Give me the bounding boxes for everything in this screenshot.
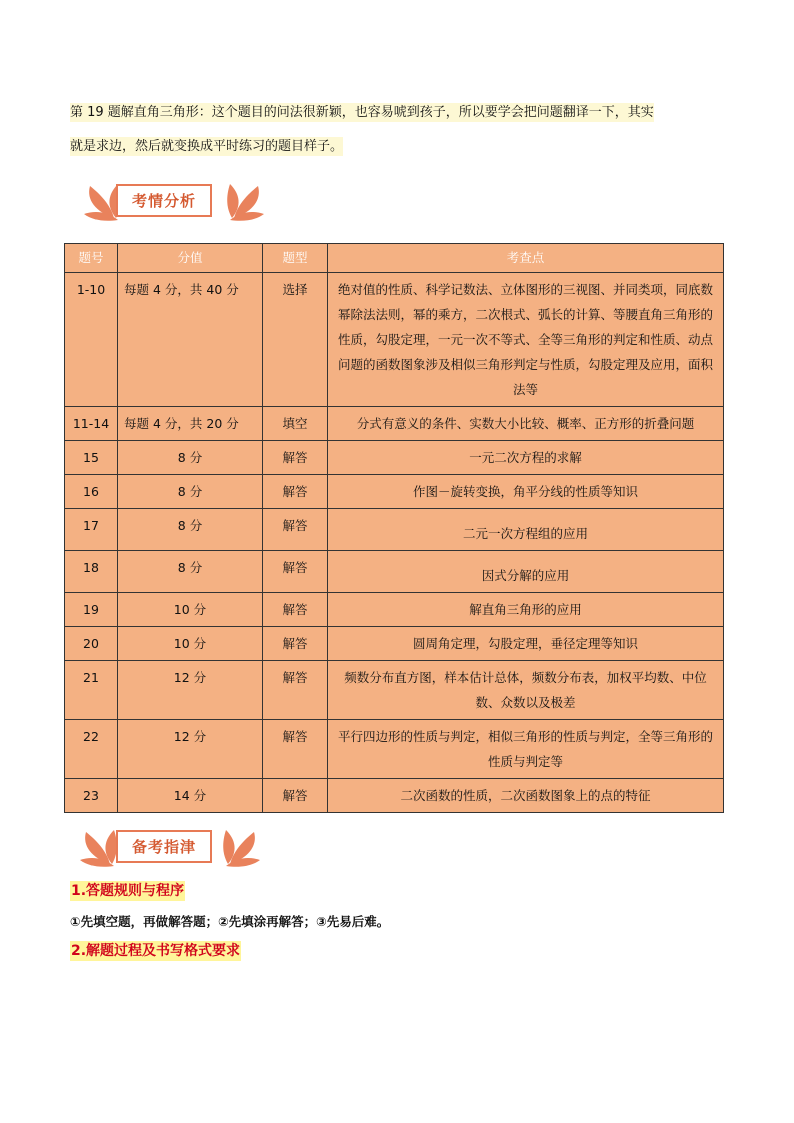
cell-score: 14 分: [118, 779, 263, 813]
cell-points: 平行四边形的性质与判定，相似三角形的性质与判定，全等三角形的性质与判定等: [328, 720, 724, 779]
cell-points: 二元一次方程组的应用: [328, 509, 724, 551]
heading-format: [70, 940, 241, 960]
cell-type: 解答: [263, 720, 328, 779]
cell-num: 11-14: [65, 407, 118, 441]
cell-score: 每题 4 分，共 20 分: [118, 407, 263, 441]
heading-rules: [70, 880, 185, 900]
cell-points: 绝对值的性质、科学记数法、立体图形的三视图、并同类项，同底数幂除法法则，幂的乘方，二次根式、弧长的计算、等腰直角三角形的性质，勾股定理，一元一次不等式、全等三角形的判定和性质、动点问题的函数图象涉及相似三角形判定与性质，勾股定理及应用，面积法等: [328, 273, 724, 407]
table-row: [65, 779, 724, 813]
cell-score: 8 分: [118, 509, 263, 551]
section-badge-analysis: [84, 180, 264, 220]
cell-type: 填空: [263, 407, 328, 441]
cell-type: 解答: [263, 441, 328, 475]
header-type: 题型: [263, 244, 328, 273]
cell-type: 解答: [263, 593, 328, 627]
exam-analysis-table: [64, 243, 724, 813]
table-header-row: [65, 244, 724, 273]
intro-paragraph: [70, 96, 730, 164]
cell-score: 8 分: [118, 441, 263, 475]
cell-num: 21: [65, 661, 118, 720]
table-row: [65, 273, 724, 407]
cell-points: 分式有意义的条件、实数大小比较、概率、正方形的折叠问题: [328, 407, 724, 441]
cell-num: 22: [65, 720, 118, 779]
cell-type: 解答: [263, 509, 328, 551]
cell-points: 作图－旋转变换，角平分线的性质等知识: [328, 475, 724, 509]
table-row: [65, 661, 724, 720]
table-row: [65, 441, 724, 475]
header-score: 分值: [118, 244, 263, 273]
rules-text: ①先填空题，再做解答题；②先填涂再解答；③先易后难。: [70, 914, 390, 929]
intro-line-1: 第 19 题解直角三角形：这个题目的问法很新颖，也容易唬到孩子，所以要学会把问题翻译一下，其实: [70, 105, 654, 120]
cell-score: 10 分: [118, 627, 263, 661]
cell-points: 二次函数的性质，二次函数图象上的点的特征: [328, 779, 724, 813]
cell-type: 解答: [263, 551, 328, 593]
cell-num: 16: [65, 475, 118, 509]
cell-num: 1-10: [65, 273, 118, 407]
section-title: 考情分析: [116, 184, 212, 217]
cell-type: 解答: [263, 627, 328, 661]
section-badge-guide: [80, 826, 260, 866]
table-row: [65, 509, 724, 551]
cell-num: 18: [65, 551, 118, 593]
cell-type: 解答: [263, 475, 328, 509]
table-row: [65, 551, 724, 593]
table-row: [65, 475, 724, 509]
cell-num: 23: [65, 779, 118, 813]
cell-score: 8 分: [118, 551, 263, 593]
table-row: [65, 627, 724, 661]
table-row: [65, 407, 724, 441]
cell-num: 19: [65, 593, 118, 627]
heading-text: 1.答题规则与程序: [71, 883, 185, 899]
header-points: 考查点: [328, 244, 724, 273]
cell-points: 一元二次方程的求解: [328, 441, 724, 475]
cell-score: 10 分: [118, 593, 263, 627]
cell-type: 解答: [263, 779, 328, 813]
heading-text: 2.解题过程及书写格式要求: [71, 943, 241, 959]
cell-score: 每题 4 分，共 40 分: [118, 273, 263, 407]
cell-points: 解直角三角形的应用: [328, 593, 724, 627]
cell-num: 17: [65, 509, 118, 551]
table-row: [65, 593, 724, 627]
cell-type: 选择: [263, 273, 328, 407]
intro-line-2: 就是求边，然后就变换成平时练习的题目样子。: [70, 139, 344, 154]
section-title: 备考指津: [116, 830, 212, 863]
table-row: [65, 720, 724, 779]
cell-points: 频数分布直方图，样本估计总体，频数分布表，加权平均数、中位数、众数以及极差: [328, 661, 724, 720]
cell-score: 12 分: [118, 720, 263, 779]
cell-score: 12 分: [118, 661, 263, 720]
cell-num: 15: [65, 441, 118, 475]
header-num: 题号: [65, 244, 118, 273]
cell-num: 20: [65, 627, 118, 661]
cell-points: 因式分解的应用: [328, 551, 724, 593]
cell-points: 圆周角定理，勾股定理，垂径定理等知识: [328, 627, 724, 661]
cell-score: 8 分: [118, 475, 263, 509]
cell-type: 解答: [263, 661, 328, 720]
